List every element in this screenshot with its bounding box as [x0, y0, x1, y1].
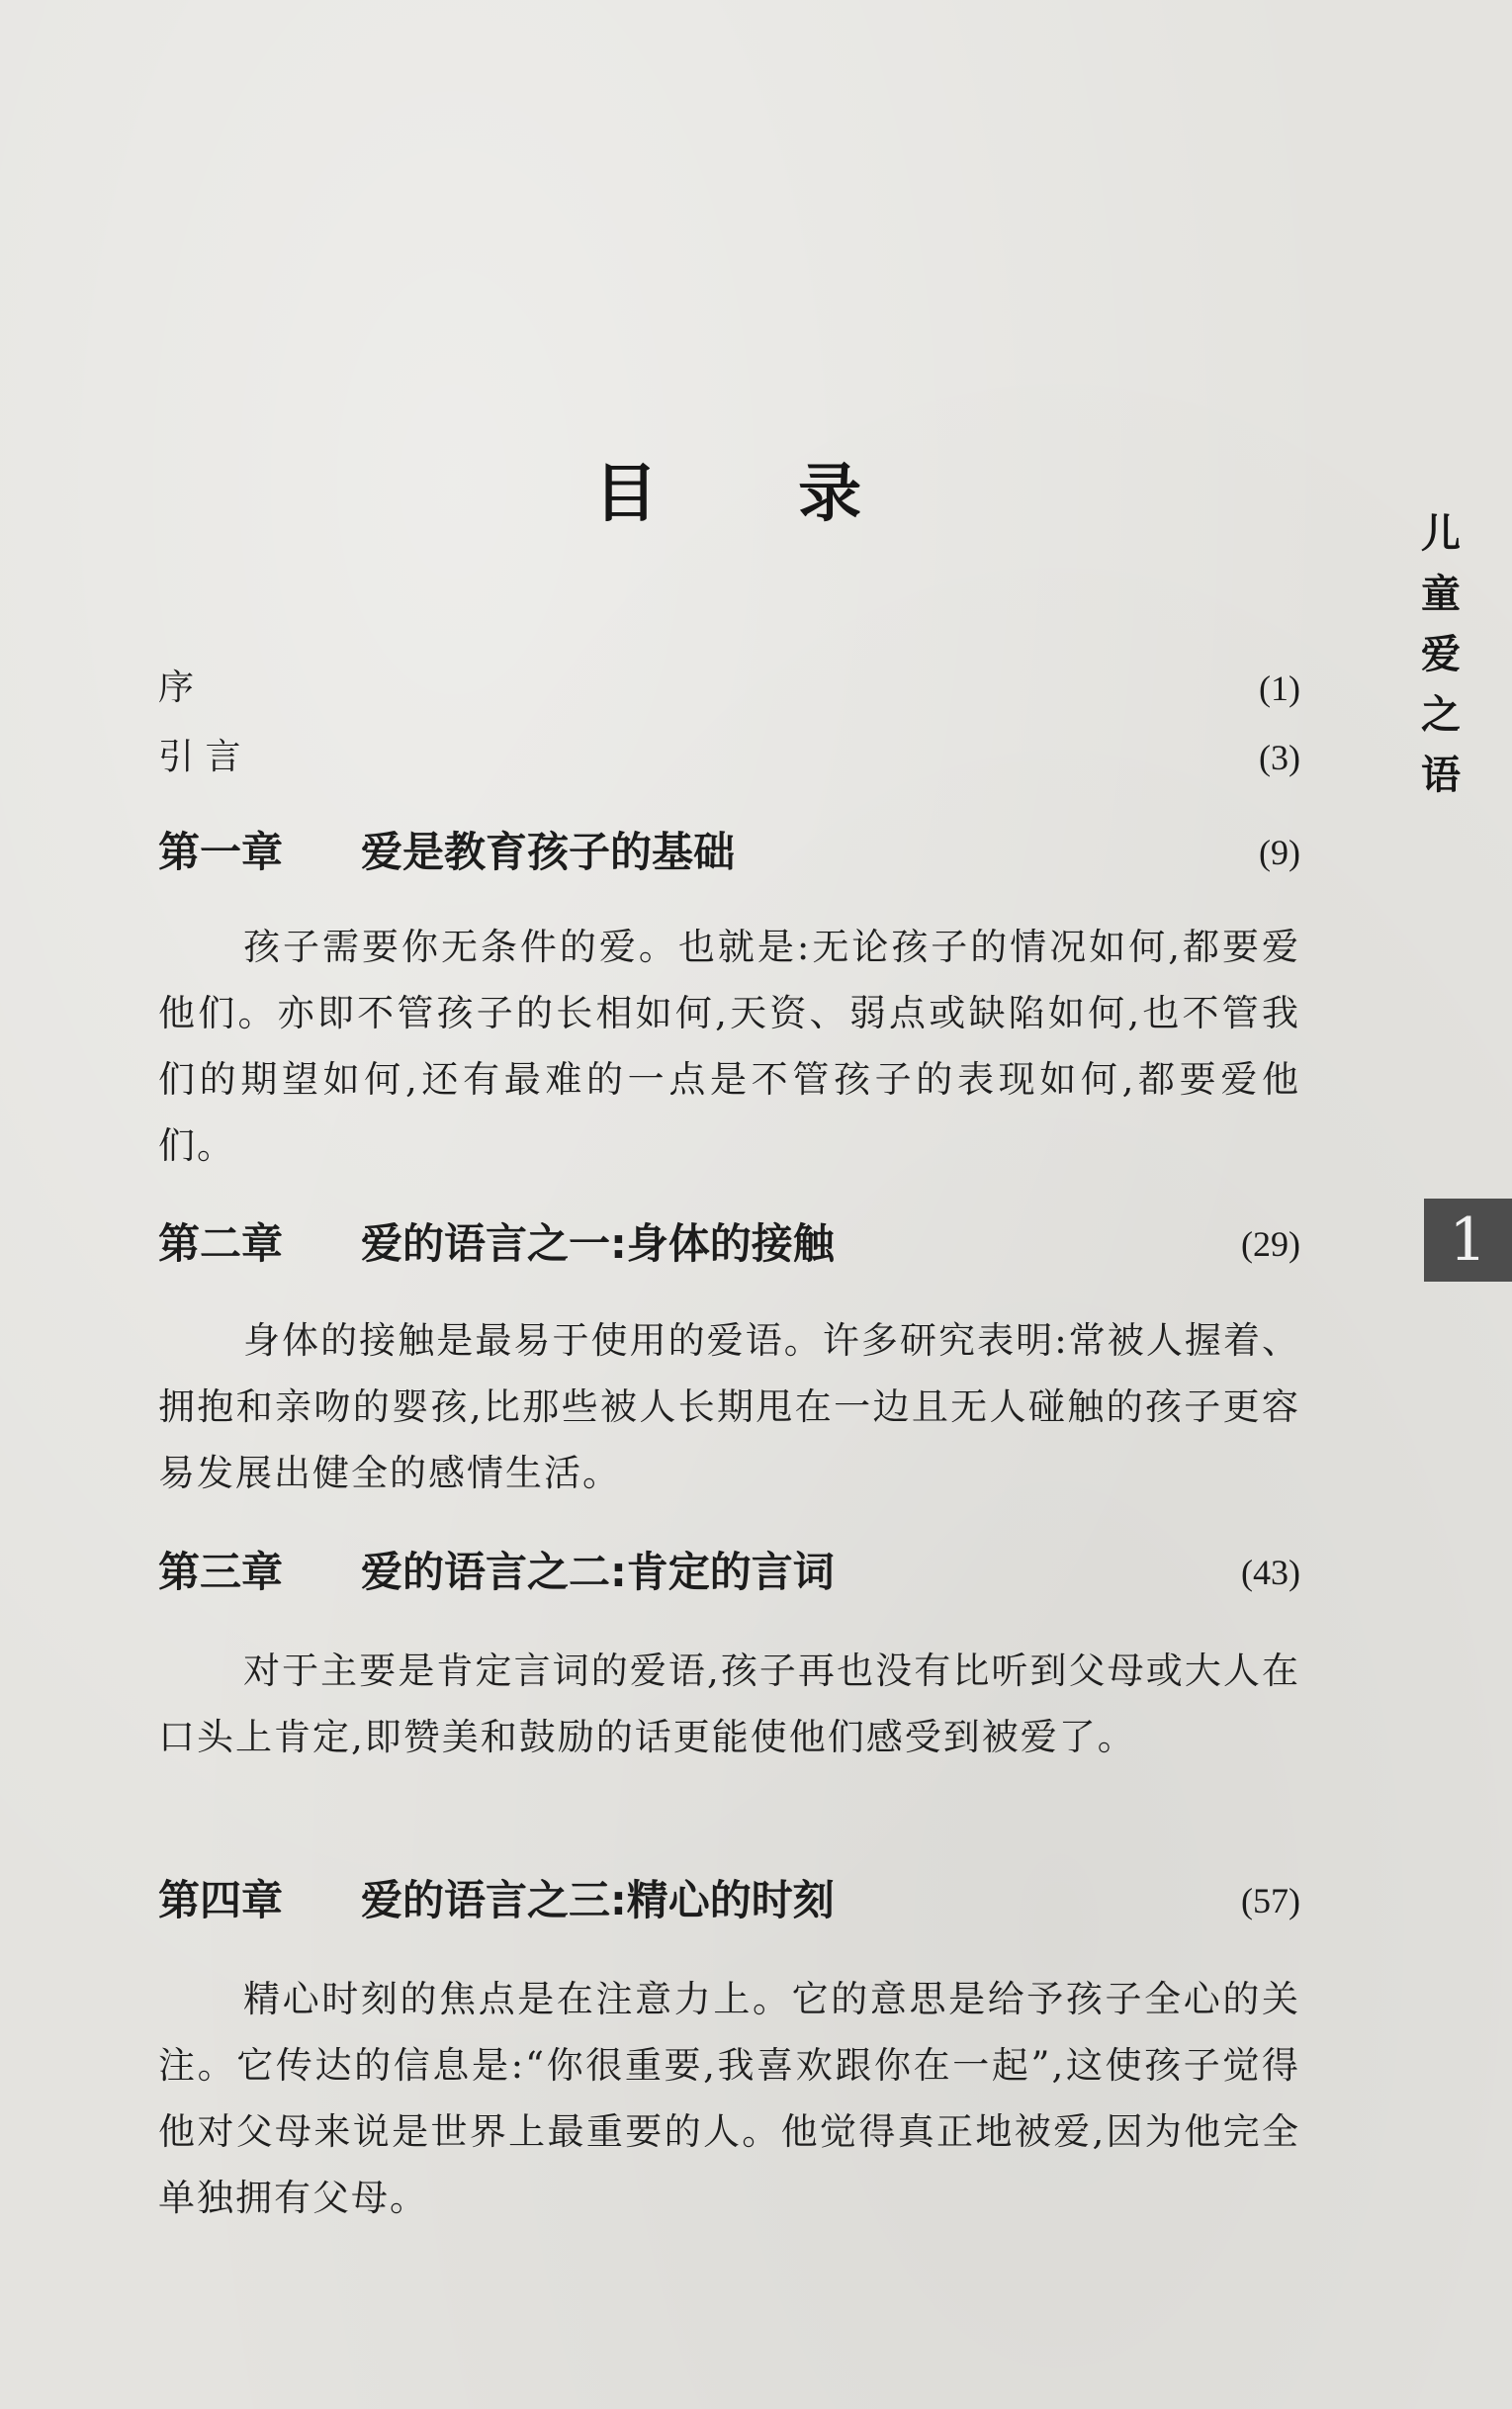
chapter-title: 爱的语言之一:身体的接触: [361, 1219, 835, 1268]
chapter-heading: [158, 823, 735, 882]
chapter-title: 爱的语言之二:肯定的言词: [361, 1548, 835, 1596]
page-number-tab: 1: [1424, 1199, 1512, 1282]
toc-entry-chapter-3[interactable]: [158, 1543, 1300, 1602]
toc-entry-chapter-1[interactable]: [158, 823, 1300, 882]
page-title: 目 录: [593, 458, 922, 531]
chapter-summary: 精心时刻的焦点是在注意力上。它的意思是给予孩子全心的关注。它传达的信息是:“你很重要,我喜欢跟你在一起”,这使孩子觉得他对父母来说是世界上最重要的人。他觉得真正地被爱,因为他完全单独拥有父母。: [158, 1978, 1300, 2219]
chapter-number: 第三章: [158, 1548, 284, 1596]
chapter-heading: [158, 1871, 835, 1930]
chapter-number: 第一章: [158, 828, 284, 876]
toc-entry-chapter-2[interactable]: [158, 1214, 1300, 1274]
side-title-char: 儿: [1421, 511, 1461, 557]
side-title-char: 童: [1421, 572, 1461, 617]
chapter-number: 第四章: [158, 1876, 284, 1924]
chapter-summary: 孩子需要你无条件的爱。也就是:无论孩子的情况如何,都要爱他们。亦即不管孩子的长相如何,天资、弱点或缺陷如何,也不管我们的期望如何,还有最难的一点是不管孩子的表现如何,都要爱他们。: [158, 926, 1300, 1167]
entry-title: 引 言: [158, 737, 241, 777]
chapter-summary: 对于主要是肯定言词的爱语,孩子再也没有比听到父母或大人在口头上肯定,即赞美和鼓励的话更能使他们感受到被爱了。: [158, 1650, 1300, 1758]
entry-page-number: (57): [1241, 1881, 1300, 1920]
entry-page-number: (1): [1259, 669, 1300, 708]
chapter-title: 爱是教育孩子的基础: [361, 828, 736, 876]
toc-entry-preface[interactable]: [158, 659, 1300, 718]
entry-page-number: (9): [1259, 833, 1300, 872]
toc-entry-chapter-4[interactable]: [158, 1871, 1300, 1930]
toc-entry-introduction[interactable]: [158, 728, 1300, 787]
entry-page-number: (29): [1241, 1224, 1300, 1264]
chapter-title: 爱的语言之三:精心的时刻: [361, 1876, 835, 1924]
chapter-heading: [158, 1543, 835, 1602]
chapter-heading: [158, 1214, 835, 1274]
chapter-summary: 身体的接触是最易于使用的爱语。许多研究表明:常被人握着、拥抱和亲吻的婴孩,比那些被人长期甩在一边且无人碰触的孩子更容易发展出健全的感情生活。: [158, 1319, 1300, 1494]
entry-page-number: (3): [1259, 738, 1300, 777]
side-title-char: 之: [1421, 692, 1461, 738]
entry-title: 序: [158, 668, 195, 708]
side-title-char: 语: [1421, 753, 1461, 798]
chapter-number: 第二章: [158, 1219, 284, 1268]
side-book-title: [1416, 504, 1466, 806]
side-title-char: 爱: [1421, 632, 1461, 677]
entry-page-number: (43): [1241, 1553, 1300, 1592]
